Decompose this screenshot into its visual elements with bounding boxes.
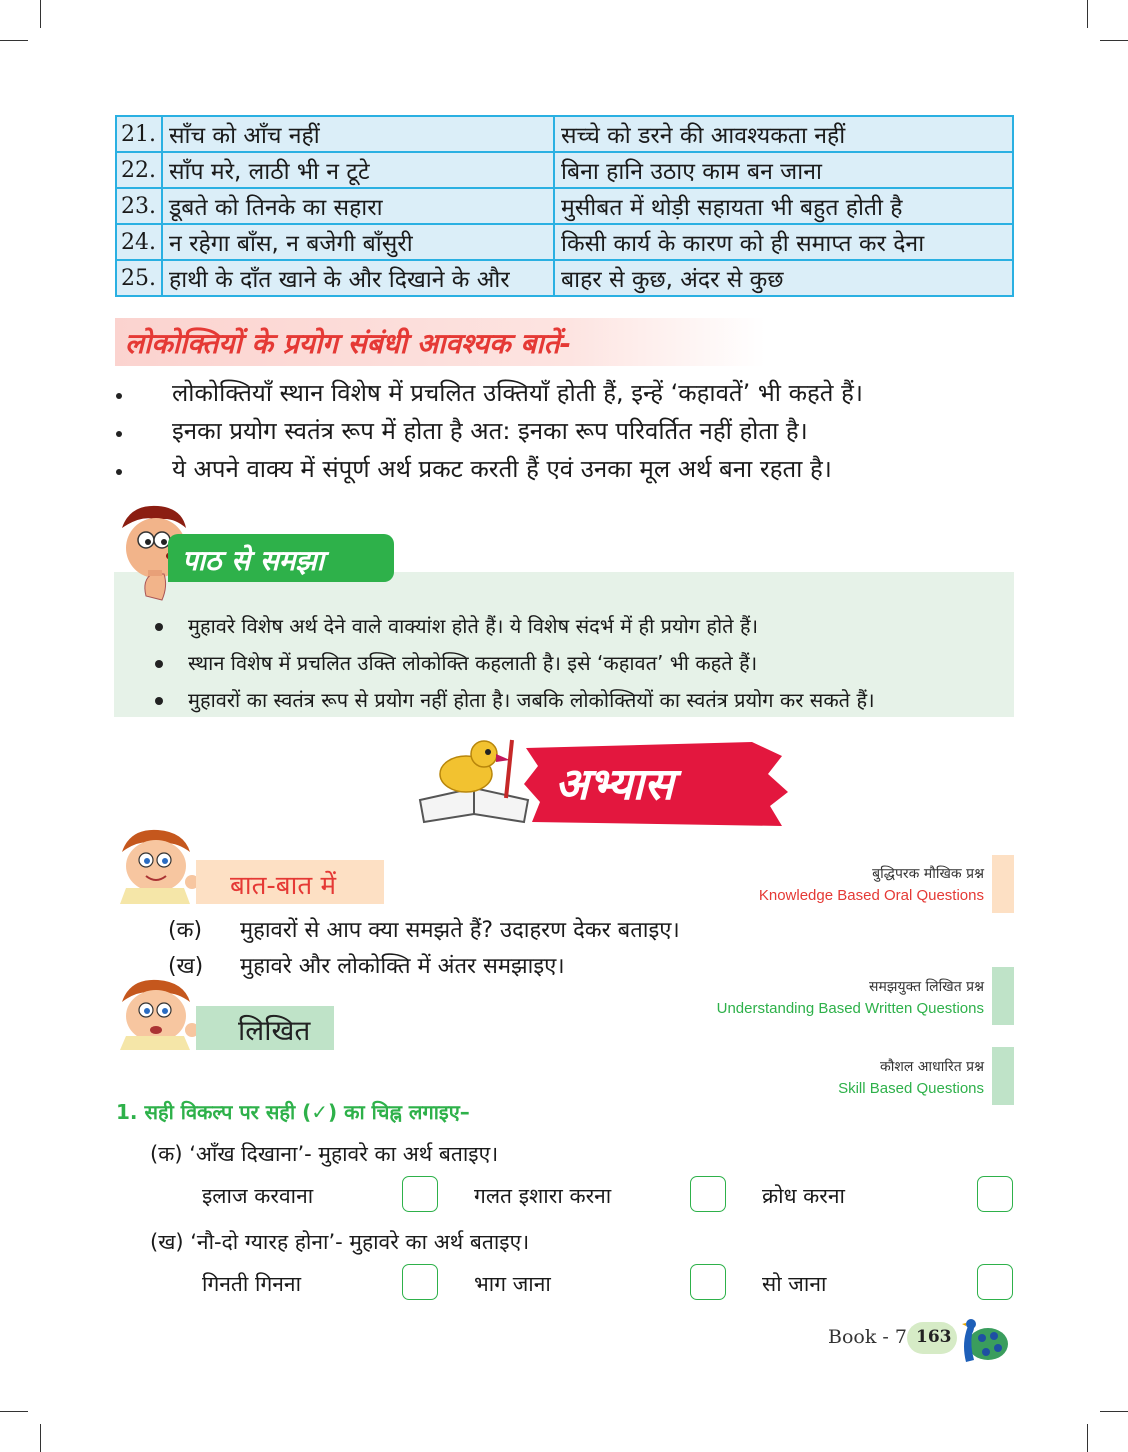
crop-mark	[0, 40, 28, 41]
skill-question-type-label	[838, 1057, 984, 1097]
proverb-cell: न रहेगा बाँस, न बजेगी बाँसुरी	[162, 224, 554, 260]
oral-question: मुहावरे और लोकोक्ति में अंतर समझाइए।	[240, 954, 565, 979]
summary-heading: पाठ से समझा	[182, 544, 324, 577]
written-question-type-label	[717, 977, 984, 1017]
table-row	[116, 188, 1013, 224]
notes-heading: लोकोक्तियों के प्रयोग संबंधी आवश्यक बातें-	[125, 327, 572, 360]
waving-boy-illustration	[112, 976, 204, 1050]
proverb-cell: साँच को आँच नहीं	[162, 116, 554, 152]
table-row	[116, 224, 1013, 260]
crop-mark	[1087, 0, 1088, 28]
crop-mark	[40, 1424, 41, 1452]
option-label: गिनती गिनना	[202, 1272, 302, 1296]
answer-checkbox[interactable]	[402, 1264, 438, 1300]
crop-mark	[40, 0, 41, 28]
notes-point: लोकोक्तियाँ स्थान विशेष में प्रचलित उक्तियाँ होती हैं, इन्हें ‘कहावतें’ भी कहते हैं।	[172, 379, 863, 407]
question-1-title: 1. सही विकल्प पर सही (✓) का चिह्न लगाइए–	[116, 1100, 470, 1124]
proverb-table	[115, 115, 1014, 297]
oral-label-hindi: बुद्धिपरक मौखिक प्रश्न	[872, 866, 984, 882]
question-prompt: (क) ‘आँख दिखाना’- मुहावरे का अर्थ बताइए।	[150, 1142, 499, 1166]
answer-checkbox[interactable]	[977, 1264, 1013, 1300]
page-number: 163	[916, 1327, 952, 1347]
summary-point: मुहावरे विशेष अर्थ देने वाले वाक्यांश होते हैं। ये विशेष संदर्भ में ही प्रयोग होते हैं।	[188, 614, 759, 638]
answer-checkbox[interactable]	[977, 1176, 1013, 1212]
table-row	[116, 152, 1013, 188]
oral-section-tag	[196, 860, 384, 904]
crop-mark	[1100, 1411, 1128, 1412]
waving-boy-illustration	[112, 826, 204, 904]
answer-checkbox[interactable]	[402, 1176, 438, 1212]
skill-label-bar	[992, 1047, 1014, 1105]
exercise-title: अभ्यास	[555, 759, 674, 810]
meaning-cell: किसी कार्य के कारण को ही समाप्त कर देना	[554, 224, 1013, 260]
proverb-cell: साँप मरे, लाठी भी न टूटे	[162, 152, 554, 188]
summary-heading-tab	[168, 534, 394, 582]
written-label-bar	[992, 967, 1014, 1025]
summary-point: मुहावरों का स्वतंत्र रूप से प्रयोग नहीं होता है। जबकि लोकोक्तियों का स्वतंत्र प्रयोग कर सकते हैं।	[188, 688, 875, 712]
crop-mark	[1087, 1424, 1088, 1452]
summary-point: स्थान विशेष में प्रचलित उक्ति लोकोक्ति कहलाती है। इसे ‘कहावत’ भी कहते हैं।	[188, 651, 758, 675]
bullet-icon	[116, 393, 122, 399]
meaning-cell: बाहर से कुछ, अंदर से कुछ	[554, 260, 1013, 296]
notes-point: इनका प्रयोग स्वतंत्र रूप में होता है अत: इनका रूप परिवर्तित नहीं होता है।	[172, 417, 808, 445]
bullet-icon	[116, 431, 122, 437]
option-label: सो जाना	[762, 1272, 827, 1296]
option-label: इलाज करवाना	[202, 1184, 314, 1208]
bullet-icon	[155, 660, 163, 668]
oral-question: मुहावरों से आप क्या समझते हैं? उदाहरण देकर बताइए।	[240, 918, 680, 943]
question-marker: (ख)	[168, 954, 204, 979]
row-number: 25.	[116, 260, 162, 296]
written-section-title: लिखित	[238, 1014, 311, 1047]
proverb-cell: हाथी के दाँत खाने के और दिखाने के और	[162, 260, 554, 296]
row-number: 24.	[116, 224, 162, 260]
meaning-cell: बिना हानि उठाए काम बन जाना	[554, 152, 1013, 188]
written-label-english: Understanding Based Written Questions	[716, 1000, 984, 1017]
question-marker: (क)	[168, 918, 203, 943]
oral-section-title: बात-बात में	[230, 871, 336, 901]
oral-label-bar	[992, 855, 1014, 913]
notes-point: ये अपने वाक्य में संपूर्ण अर्थ प्रकट करती हैं एवं उनका मूल अर्थ बना रहता है।	[172, 455, 832, 483]
row-number: 21.	[116, 116, 162, 152]
meaning-cell: मुसीबत में थोड़ी सहायता भी बहुत होती है	[554, 188, 1013, 224]
skill-label-hindi: कौशल आधारित प्रश्न	[879, 1059, 984, 1075]
row-number: 22.	[116, 152, 162, 188]
page-number-badge	[907, 1322, 957, 1354]
book-label: Book - 7	[828, 1326, 907, 1348]
option-label: भाग जाना	[474, 1272, 551, 1296]
crop-mark	[1100, 40, 1128, 41]
table-row	[116, 260, 1013, 296]
bird-reading-illustration	[414, 730, 534, 830]
notes-heading-strip	[115, 318, 765, 366]
answer-checkbox[interactable]	[690, 1176, 726, 1212]
oral-label-english: Knowledge Based Oral Questions	[758, 887, 984, 904]
written-label-hindi: समझयुक्त लिखित प्रश्न	[869, 979, 984, 995]
oral-question-type-label	[759, 864, 984, 904]
row-number: 23.	[116, 188, 162, 224]
table-row	[116, 116, 1013, 152]
option-label: क्रोध करना	[762, 1184, 845, 1208]
bullet-icon	[155, 623, 163, 631]
meaning-cell: सच्चे को डरने की आवश्यकता नहीं	[554, 116, 1013, 152]
option-label: गलत इशारा करना	[474, 1184, 612, 1208]
bullet-icon	[155, 697, 163, 705]
crop-mark	[0, 1411, 28, 1412]
question-prompt: (ख) ‘नौ-दो ग्यारह होना’- मुहावरे का अर्थ बताइए।	[150, 1230, 530, 1254]
peacock-icon	[952, 1310, 1010, 1366]
bullet-icon	[116, 469, 122, 475]
skill-label-english: Skill Based Questions	[838, 1080, 984, 1097]
written-section-tag	[196, 1006, 334, 1050]
proverb-cell: डूबते को तिनके का सहारा	[162, 188, 554, 224]
answer-checkbox[interactable]	[690, 1264, 726, 1300]
